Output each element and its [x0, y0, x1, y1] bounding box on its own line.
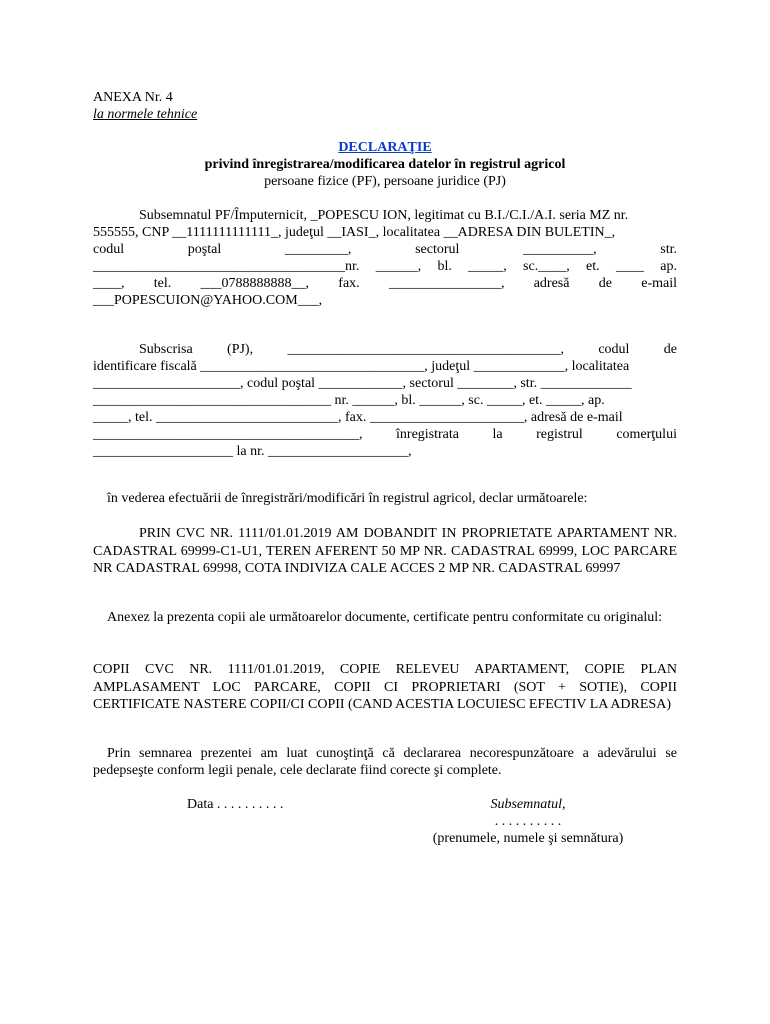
form-line-segment: e-mail — [641, 276, 677, 291]
form-line-segment: adresă — [533, 276, 570, 291]
form-line-segment: (PJ), — [227, 342, 254, 357]
pf-declarant-block — [93, 207, 677, 309]
annexed-documents-intro: Anexez la prezenta copii ale următoarelor documente, certificate pentru conformitate cu originalul: — [107, 610, 663, 625]
form-line-segment: ____ — [615, 259, 644, 274]
signer-label: Subsemnatul, — [490, 797, 566, 812]
form-line — [93, 275, 677, 292]
form-line — [93, 258, 677, 275]
form-line-segment: sc.____, — [523, 259, 570, 274]
form-line-segment: Subsemnatul PF/Împuternicit, _POPESCU ION, legitimat cu B.I./C.I./A.I. seria MZ nr. — [139, 208, 629, 223]
form-line-segment: str. — [660, 242, 677, 257]
form-line — [93, 207, 677, 224]
form-line-segment: et. — [586, 259, 600, 274]
form-line-segment: __________, — [523, 242, 597, 257]
form-line-segment: ____, — [93, 276, 125, 291]
signer-dots: . . . . . . . . . . — [494, 814, 562, 829]
form-line-segment: ____________________________________nr. — [93, 259, 360, 274]
document-subtitle-persons: persoane fizice (PF), persoane juridice (PJ) — [264, 174, 506, 189]
annex-number: ANEXA Nr. 4 — [93, 90, 173, 105]
form-line-segment: de — [663, 342, 677, 357]
declaration-content: PRIN CVC NR. 1111/01.01.2019 AM DOBANDIT IN PROPRIETATE APARTAMENT NR. CADASTRAL 69999-C1-U1, TEREN AFERENT 50 MP NR. CADASTRAL 69999, LOC PARCARE NR CADASTRAL 69998, COTA INDIVIZA CALE ACCES 2 MP NR. CADASTRAL 69997 — [93, 526, 677, 576]
form-line-segment: codul — [93, 242, 125, 257]
form-line-segment: _____, tel. __________________________, fax. ______________________, adresă de e-mail — [93, 410, 623, 425]
form-line — [93, 392, 677, 409]
form-line-segment: _____________________, codul poştal ____________, sectorul ________, str. _____________ — [93, 376, 632, 391]
annexed-documents-list: COPII CVC NR. 1111/01.01.2019, COPIE RELEVEU APARTAMENT, COPIE PLAN AMPLASAMENT LOC PARCARE, COPII CI PROPRIETARI (SOT + SOTIE), COPII CERTIFICATE NASTERE COPII/CI COPII (CAND ACESTIA LOCUIESC EFECTIV LA ADRESA) — [93, 662, 677, 712]
signature-section — [93, 796, 677, 856]
form-line — [93, 443, 677, 460]
form-line-segment: ______________________________________, — [93, 427, 363, 442]
form-line — [93, 409, 677, 426]
form-line-segment: __________________________________ nr. ______, bl. ______, sc. _____, et. _____, ap. — [93, 393, 605, 408]
document-title: DECLARAŢIE — [338, 140, 432, 155]
form-line-segment: bl. — [437, 259, 452, 274]
form-line-segment: registrul — [536, 427, 583, 442]
form-line — [93, 358, 677, 375]
form-line — [93, 341, 677, 358]
form-line-segment: Subscrisa — [139, 342, 193, 357]
signer-caption: (prenumele, numele şi semnătura) — [432, 831, 624, 846]
intent-statement: în vederea efectuării de înregistrări/modificări în registrul agricol, declar următoarele: — [107, 491, 588, 506]
form-line-segment: de — [598, 276, 612, 291]
form-line-segment: sectorul — [415, 242, 460, 257]
annex-subtitle: la normele tehnice — [93, 107, 198, 122]
signer-block — [393, 796, 663, 847]
form-line-segment: ___POPESCUION@YAHOO.COM___, — [93, 293, 323, 308]
form-line-segment: _____, — [468, 259, 507, 274]
form-line-segment: fax. — [338, 276, 360, 291]
form-line-segment: ____________________ la nr. ____________________, — [93, 444, 412, 459]
form-line-segment: înregistrata — [396, 427, 459, 442]
annex-header — [93, 89, 197, 123]
form-line-segment: comerţului — [616, 427, 677, 442]
form-line-segment: _________, — [284, 242, 352, 257]
form-line-segment: identificare fiscală ________________________________, judeţul _____________, localitatea — [93, 359, 630, 374]
form-line — [93, 426, 677, 443]
form-line-segment: tel. — [153, 276, 172, 291]
legal-statement: Prin semnarea prezentei am luat cunoştinţă că declararea necorespunzătoare a adevărului se pedepseşte conform legii penale, cele declarate fiind corecte şi complete. — [93, 746, 677, 778]
form-line-segment: poştal — [187, 242, 222, 257]
pj-declarant-block — [93, 341, 677, 460]
form-line-segment: ________________, — [388, 276, 505, 291]
form-line-segment: codul — [598, 342, 630, 357]
form-line-segment: _______________________________________, — [287, 342, 564, 357]
form-line-segment: ap. — [660, 259, 677, 274]
form-line — [93, 375, 677, 392]
form-line-segment: ___0788888888__, — [200, 276, 310, 291]
form-line — [93, 224, 677, 241]
form-line — [93, 292, 677, 309]
form-line-segment: 555555, CNP __1111111111111_, judeţul __IASI_, localitatea __ADRESA DIN BULETIN_, — [93, 225, 616, 240]
form-line — [93, 241, 677, 258]
form-line-segment: la — [492, 427, 503, 442]
date-field: Data . . . . . . . . . . — [187, 797, 284, 812]
form-line-segment: ______, — [375, 259, 422, 274]
document-subtitle: privind înregistrarea/modificarea datelor în registrul agricol — [204, 157, 566, 172]
